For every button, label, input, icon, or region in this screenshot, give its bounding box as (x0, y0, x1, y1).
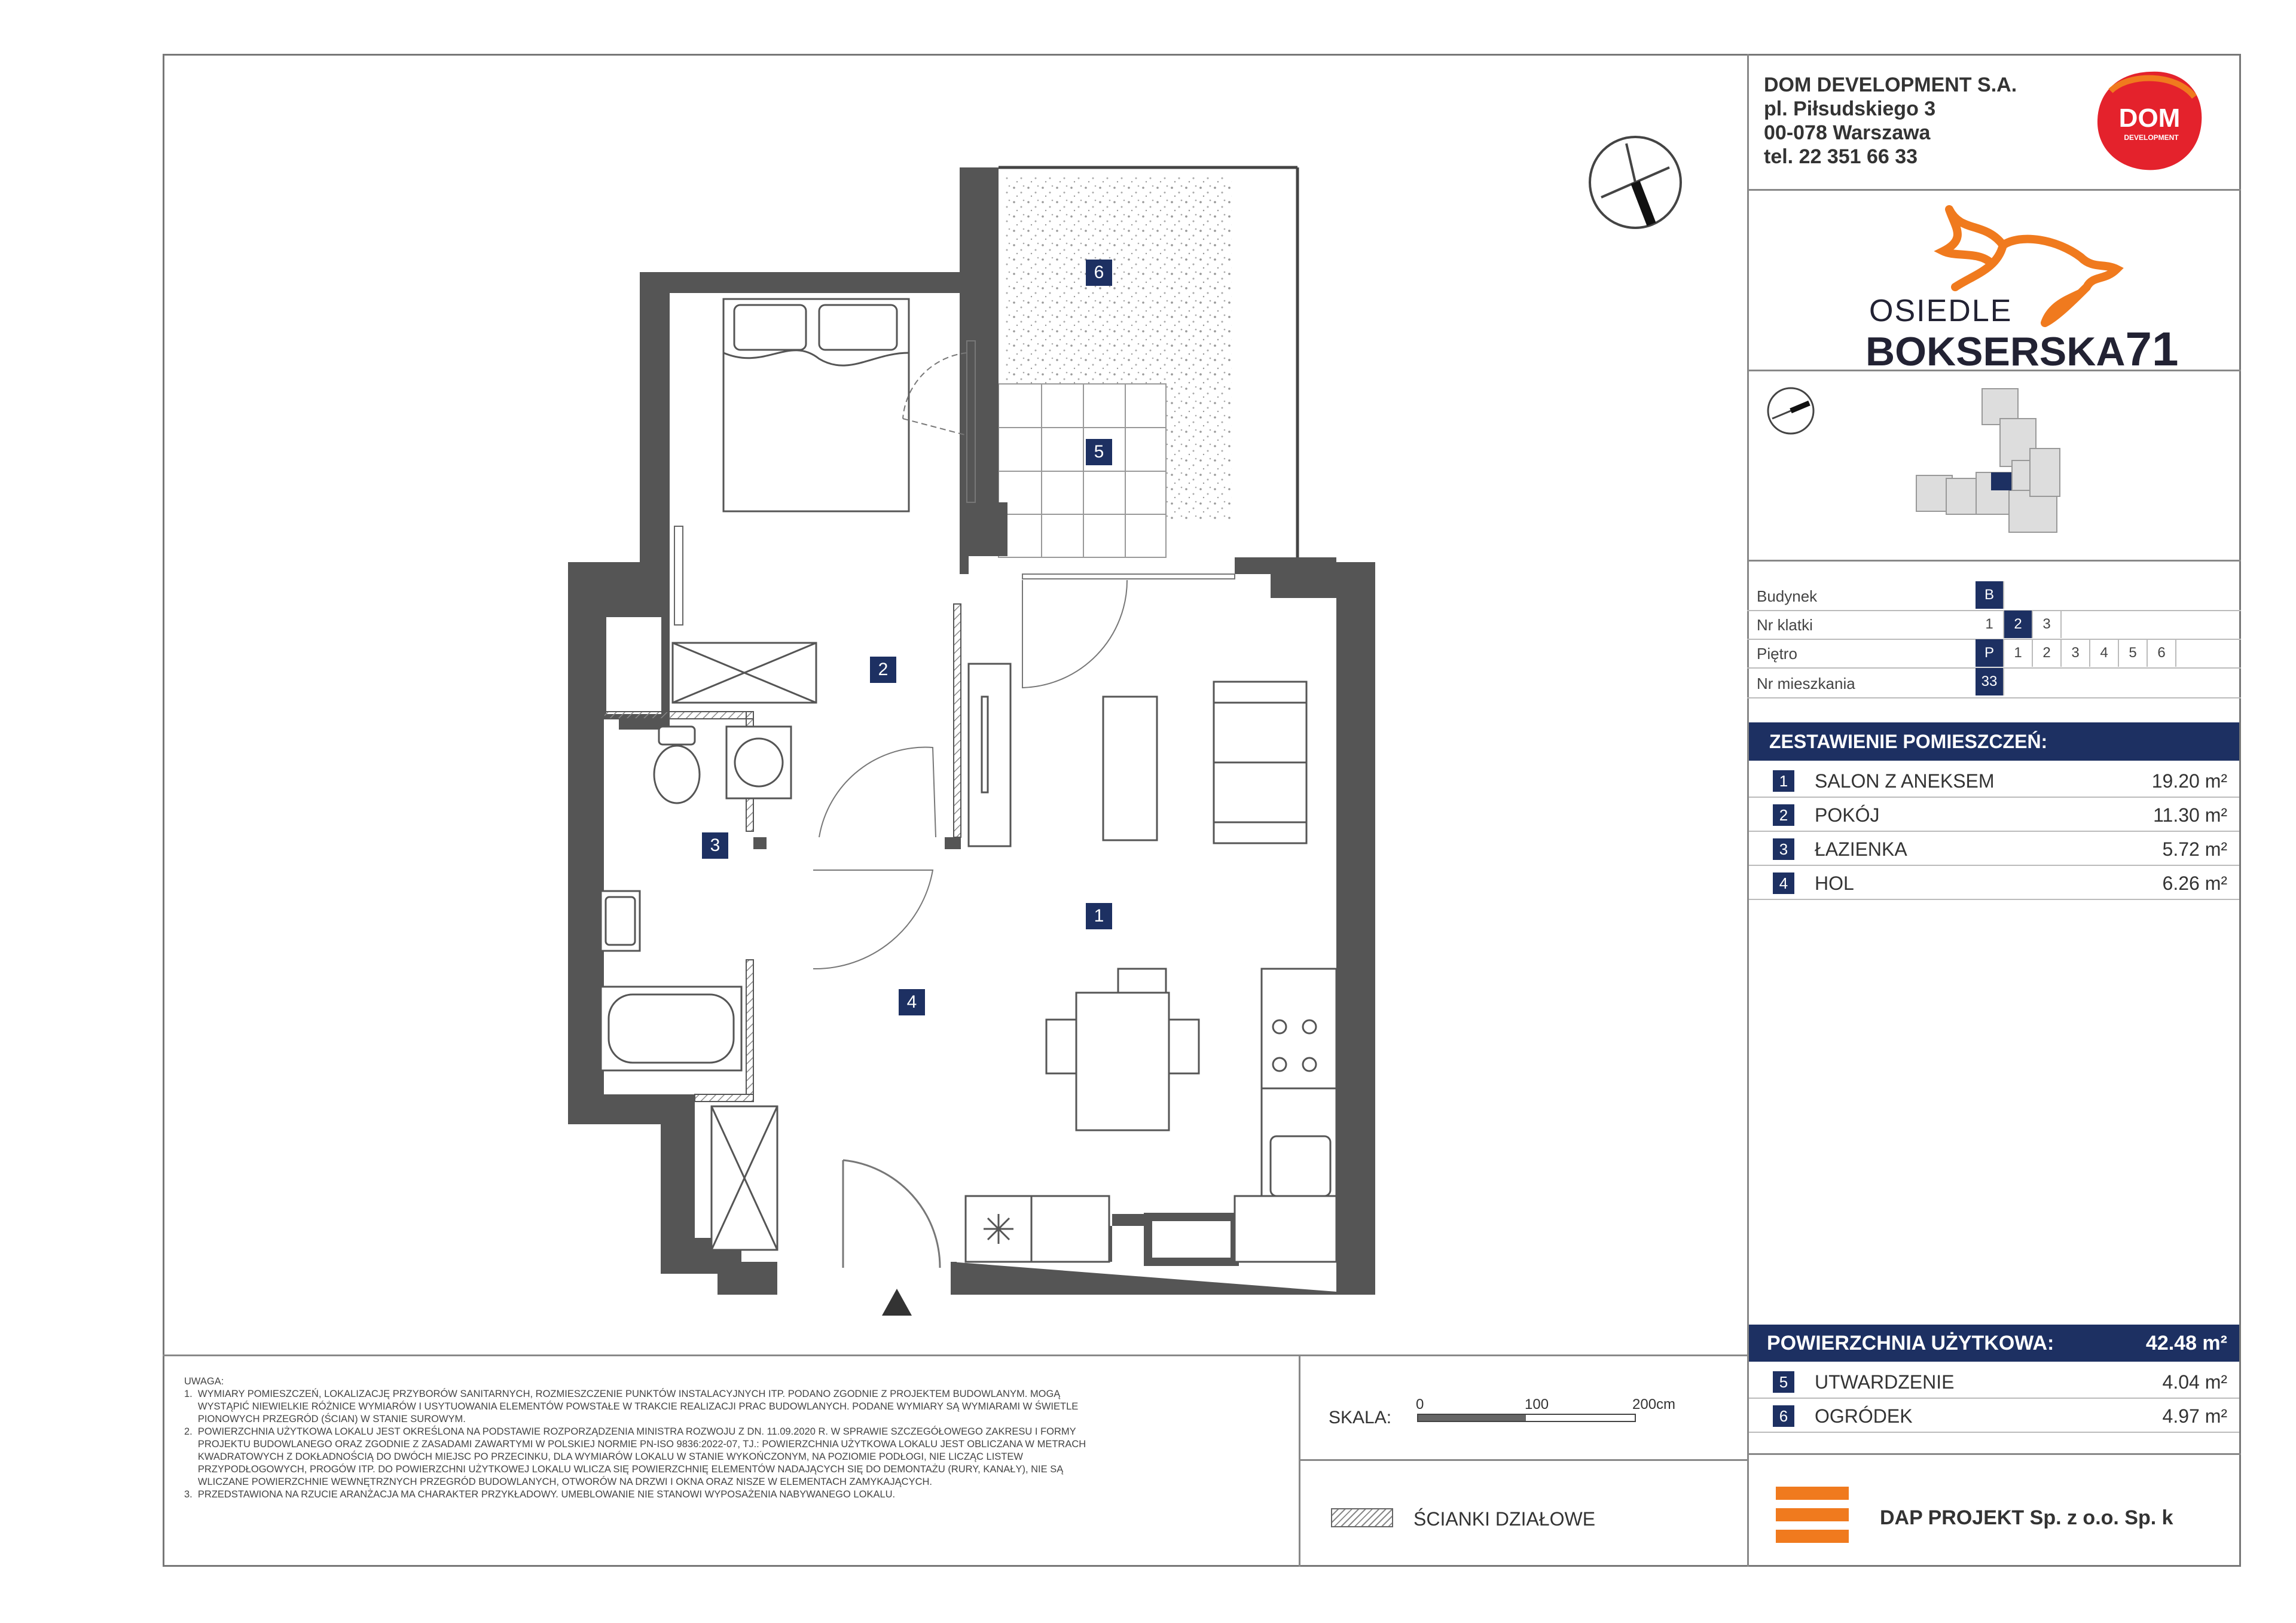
floor-cell: 1 (2004, 639, 2033, 667)
partition-label: ŚCIANKI DZIAŁOWE (1413, 1508, 1596, 1530)
living-furniture (969, 664, 1306, 1130)
scale-bar (1417, 1414, 1636, 1422)
notes-title: UWAGA: (184, 1376, 224, 1387)
company-city: 00-078 Warszawa (1764, 121, 1931, 144)
compass-icon (1584, 132, 1686, 236)
bed (723, 299, 909, 511)
plan-label-4: 4 (899, 989, 925, 1015)
floor-values (1973, 639, 2241, 668)
apartment-values (1973, 668, 2241, 697)
building-cell: B (1976, 581, 2004, 609)
project-logo (1866, 197, 2179, 376)
floor-cell: 3 (2062, 639, 2090, 667)
designer-name: DAP PROJEKT Sp. z o.o. Sp. k (1880, 1506, 2173, 1529)
floor-cell: 2 (2033, 639, 2062, 667)
apartment-cell: 33 (1976, 668, 2004, 695)
room-area: 4.04 m² (2162, 1371, 2227, 1393)
room-name: OGRÓDEK (1815, 1405, 1913, 1427)
project-name-line2 (1866, 322, 2178, 377)
note-line: PRZYPODŁOGOWYCH, PROGÓW ITP. DO POWIERZCHNI UŻYTKOWEJ LOKALU WLICZA SIĘ POWIERZCHNIĘ ELEMENTÓW NADAJĄCYCH SIĘ DO DEMONTAŻU (RURY, KANAŁY), NIE SĄ (184, 1464, 1064, 1475)
terrace-tiles (999, 384, 1166, 557)
room-number: 1 (1773, 770, 1794, 792)
footer-scale-divider (1299, 1459, 1747, 1461)
staircase-label: Nr klatki (1757, 616, 1813, 634)
floor-plan (538, 155, 1405, 1322)
room-number: 5 (1773, 1371, 1794, 1393)
floor-cell: 5 (2119, 639, 2148, 667)
floor-cell: 4 (2090, 639, 2119, 667)
plan-label-6: 6 (1086, 260, 1112, 286)
room-area: 4.97 m² (2162, 1405, 2227, 1427)
note-line: 2. POWIERZCHNIA UŻYTKOWA LOKALU JEST OKREŚLONA NA PODSTAWIE ROZPORZĄDZENIA MINISTRA ROZWOJU Z DN. 11.09.2020 R. W SPRAWIE SZCZEGÓŁOWEGO ZAKRESU I FORMY (184, 1426, 1076, 1437)
room-row (1749, 764, 2239, 798)
usable-area-bar (1749, 1325, 2239, 1362)
room-area: 6.26 m² (2162, 872, 2227, 894)
plan-label-5: 5 (1086, 439, 1112, 465)
room-name: ŁAZIENKA (1815, 838, 1907, 860)
rooms-header (1749, 722, 2239, 761)
room-name: POKÓJ (1815, 804, 1880, 826)
note-line: KWADRATOWYCH Z DOKŁADNOŚCIĄ DO DWÓCH MIEJSC PO PRZECINKU, DLA WYMIARÓW LOKALU W STANIE WYKOŃCZONYM, NA POZIOMIE PODŁOGI, NIE LICZĄC LISTEW (184, 1451, 1023, 1462)
staircase-values (1973, 611, 2241, 639)
staircase-cell: 2 (2004, 611, 2033, 638)
floor-cell: 6 (2148, 639, 2176, 667)
company-name: DOM DEVELOPMENT S.A. (1764, 74, 2017, 96)
company-phone: tel. 22 351 66 33 (1764, 145, 1918, 168)
scale-label: SKALA: (1329, 1408, 1392, 1427)
scale-tick-200: 200cm (1632, 1396, 1676, 1413)
room-divider (1749, 865, 2239, 866)
apartment-label: Nr mieszkania (1757, 675, 1855, 692)
room-name: HOL (1815, 872, 1854, 894)
sidebar-line (1747, 560, 2241, 562)
room-row (1749, 832, 2239, 866)
note-line: 1. WYMIARY POMIESZCZEŃ, LOKALIZACJĘ PRZYBORÓW SANITARNYCH, ROZMIESZCZENIE PUNKTÓW INSTALACYJNYCH ITP. PODANO ZGODNIE Z PROJEKTEM BUDOWLANYM. MOGĄ (184, 1389, 1061, 1399)
room-area: 19.20 m² (2151, 770, 2227, 792)
sidebar-line (1747, 1453, 2241, 1455)
room-area: 5.72 m² (2162, 838, 2227, 860)
room-name: SALON Z ANEKSEM (1815, 770, 1995, 792)
dom-logo-text: DOM (2118, 103, 2181, 133)
company-address (1764, 73, 2017, 169)
room-row (1749, 798, 2239, 832)
project-name-word: BOKSERSKA (1866, 329, 2126, 374)
room-number: 2 (1773, 804, 1794, 826)
room-divider (1749, 1398, 2239, 1399)
building-values (1973, 581, 2241, 610)
room-name: UTWARDZENIE (1815, 1371, 1955, 1393)
usable-area-value: 42.48 m² (2145, 1332, 2227, 1354)
designer-logo-icon (1776, 1487, 1849, 1543)
partition-hatch-icon (1331, 1508, 1393, 1527)
building-label: Budynek (1757, 587, 1818, 605)
rooms-header-title: ZESTAWIENIE POMIESZCZEŃ: (1769, 731, 2048, 752)
note-line: PIONOWYCH PRZEGRÓD (ŚCIAN) W STANIE SUROWYM. (184, 1414, 466, 1424)
scale-tick-100: 100 (1525, 1396, 1549, 1413)
project-number: 71 (2125, 322, 2179, 376)
room-number: 6 (1773, 1405, 1794, 1427)
room-divider (1749, 1432, 2239, 1433)
staircase-cell: 3 (2033, 611, 2062, 638)
room-row (1749, 867, 2239, 900)
room-number: 3 (1773, 838, 1794, 860)
notes (184, 1375, 1290, 1501)
scale-tick-0: 0 (1416, 1396, 1424, 1413)
info-row-line (1747, 697, 2241, 698)
note-line: PROJEKTU BUDOWLANEGO ORAZ ZGODNIE Z ZASADAMI ZAWARTYMI W POLSKIEJ NORMIE PN-ISO 9836:2022-07, TJ.: POWIERZCHNIA UŻYTKOWA LOKALU JEST OBLICZANA W METRACH (184, 1439, 1086, 1450)
usable-area-label: POWIERZCHNIA UŻYTKOWA: (1767, 1332, 2054, 1354)
floor-cell: P (1976, 639, 2004, 667)
note-line: 3. PRZEDSTAWIONA NA RZUCIE ARANŻACJA MA CHARAKTER PRZYKŁADOWY. UMEBLOWANIE NIE STANOWI WYPOSAŻENIA NABYWANEGO LOKALU. (184, 1489, 896, 1500)
plan-label-1: 1 (1086, 903, 1112, 929)
plan-label-2: 2 (870, 657, 896, 683)
shaft (604, 615, 664, 716)
note-line: WYSTĄPIĆ NIEWIELKIE RÓŻNICE WYMIARÓW I USYTUOWANIA ELEMENTÓW POWSTAŁE W TRAKCIE REALIZACJI PRAC BUDOWLANYCH. PODANE WYMIARY SĄ WYMIARAMI W ŚWIETLE (184, 1401, 1079, 1412)
room-number: 4 (1773, 872, 1794, 894)
wardrobe (673, 643, 816, 703)
note-line: WLICZANE POWIERZCHNIE WEWNĘTRZNYCH PRZEGRÓD BUDOWLANYCH, OTWORÓW NA DRZWI I OKNA ORAZ NISZE W ELEMENTACH ZAMYKAJĄCYCH. (184, 1476, 932, 1487)
sidebar-line (1747, 189, 2241, 191)
dom-logo (2093, 67, 2206, 175)
compass-small-icon (1764, 384, 1818, 441)
room-divider (1749, 899, 2239, 900)
hall-wardrobe (712, 1106, 777, 1250)
floor-label: Piętro (1757, 645, 1797, 663)
apartment-highlight (1991, 472, 2011, 490)
room-area: 11.30 m² (2153, 804, 2227, 826)
plan-label-3: 3 (702, 832, 728, 859)
notes-items (184, 1388, 1290, 1501)
staircase-cell: 1 (1976, 611, 2004, 638)
extra-row (1749, 1365, 2239, 1399)
company-street: pl. Piłsudskiego 3 (1764, 97, 1936, 120)
extra-row (1749, 1399, 2239, 1433)
site-plan-thumbnail (1910, 383, 2090, 544)
footer-divider (163, 1354, 1747, 1356)
dom-logo-sub: DEVELOPMENT (2124, 133, 2179, 142)
room-divider (1749, 831, 2239, 832)
entrance-arrow-icon (882, 1289, 912, 1316)
room-divider (1749, 797, 2239, 798)
project-name-line1: OSIEDLE (1869, 294, 2013, 328)
bathroom-fixtures (601, 727, 791, 1070)
